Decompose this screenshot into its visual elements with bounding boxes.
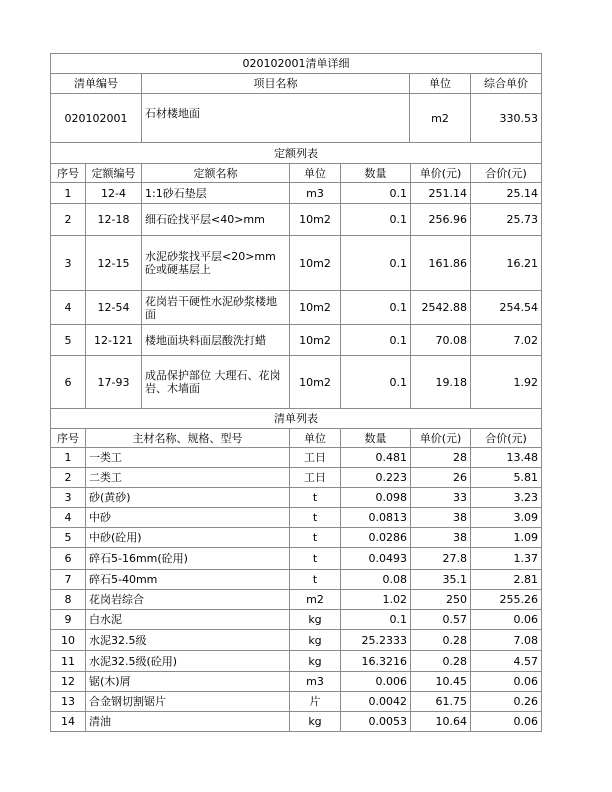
quota-qty: 0.1 — [341, 183, 411, 204]
material-unit: 片 — [290, 692, 341, 712]
material-price: 0.57 — [411, 610, 471, 630]
quota-qty: 0.1 — [341, 236, 411, 291]
quota-name: 楼地面块料面层酸洗打蜡 — [142, 325, 290, 356]
material-qty: 1.02 — [341, 590, 411, 610]
material-qty: 0.481 — [341, 448, 411, 468]
quota-total: 25.14 — [471, 183, 542, 204]
material-unit: kg — [290, 651, 341, 672]
detail-table — [50, 142, 542, 732]
material-row — [51, 672, 542, 692]
material-qty: 0.0053 — [341, 712, 411, 732]
material-price: 38 — [411, 508, 471, 528]
material-row — [51, 528, 542, 548]
quota-qty: 0.1 — [341, 325, 411, 356]
quota-unit: 10m2 — [290, 291, 341, 325]
material-name: 锯(木)屑 — [86, 672, 290, 692]
quota-code: 12-15 — [86, 236, 142, 291]
quota-column-header: 单价(元) — [411, 164, 471, 183]
quota-name: 水泥砂浆找平层<20>mm 砼或硬基层上 — [142, 236, 290, 291]
material-qty: 0.1 — [341, 610, 411, 630]
material-price: 38 — [411, 528, 471, 548]
material-total: 1.37 — [471, 548, 542, 570]
material-no: 4 — [51, 508, 86, 528]
materials-header-row — [51, 429, 542, 448]
quota-section-row — [51, 143, 542, 164]
material-unit: 工日 — [290, 448, 341, 468]
material-price: 0.28 — [411, 630, 471, 651]
material-price: 35.1 — [411, 570, 471, 590]
quota-price: 251.14 — [411, 183, 471, 204]
material-no: 12 — [51, 672, 86, 692]
material-name: 一类工 — [86, 448, 290, 468]
material-price: 10.45 — [411, 672, 471, 692]
header-col-code: 清单编号 — [51, 74, 142, 94]
material-row — [51, 651, 542, 672]
quota-name: 成品保护部位 大理石、花岗岩、木墙面 — [142, 356, 290, 409]
material-name: 砂(黄砂) — [86, 488, 290, 508]
material-total: 5.81 — [471, 468, 542, 488]
material-qty: 16.3216 — [341, 651, 411, 672]
material-total: 13.48 — [471, 448, 542, 468]
material-unit: t — [290, 570, 341, 590]
material-name: 碎石5-40mm — [86, 570, 290, 590]
material-price: 28 — [411, 448, 471, 468]
material-unit: m3 — [290, 672, 341, 692]
materials-column-header: 单位 — [290, 429, 341, 448]
quota-section-title: 定额列表 — [51, 143, 542, 164]
quota-unit: 10m2 — [290, 204, 341, 236]
quota-name: 细石砼找平层<40>mm — [142, 204, 290, 236]
material-unit: kg — [290, 630, 341, 651]
material-total: 7.08 — [471, 630, 542, 651]
quota-column-header: 定额名称 — [142, 164, 290, 183]
material-name: 二类工 — [86, 468, 290, 488]
material-qty: 0.0493 — [341, 548, 411, 570]
quota-row — [51, 291, 542, 325]
quota-qty: 0.1 — [341, 204, 411, 236]
page-title: 020102001清单详细 — [51, 54, 542, 74]
quota-column-header: 单位 — [290, 164, 341, 183]
material-name: 中砂(砼用) — [86, 528, 290, 548]
material-price: 10.64 — [411, 712, 471, 732]
material-name: 水泥32.5级 — [86, 630, 290, 651]
quota-no: 5 — [51, 325, 86, 356]
quota-name: 花岗岩干硬性水泥砂浆楼地面 — [142, 291, 290, 325]
material-no: 14 — [51, 712, 86, 732]
quota-code: 12-54 — [86, 291, 142, 325]
quota-code: 12-121 — [86, 325, 142, 356]
material-qty: 0.08 — [341, 570, 411, 590]
material-unit: t — [290, 548, 341, 570]
quota-column-header: 定额编号 — [86, 164, 142, 183]
materials-column-header: 主材名称、规格、型号 — [86, 429, 290, 448]
material-total: 255.26 — [471, 590, 542, 610]
materials-column-header: 数量 — [341, 429, 411, 448]
material-row — [51, 570, 542, 590]
quota-total: 7.02 — [471, 325, 542, 356]
material-unit: t — [290, 528, 341, 548]
material-row — [51, 610, 542, 630]
quota-column-header: 序号 — [51, 164, 86, 183]
material-no: 10 — [51, 630, 86, 651]
material-no: 8 — [51, 590, 86, 610]
material-no: 1 — [51, 448, 86, 468]
quota-header-row — [51, 164, 542, 183]
material-price: 0.28 — [411, 651, 471, 672]
quota-total: 16.21 — [471, 236, 542, 291]
quota-price: 2542.88 — [411, 291, 471, 325]
bill-name: 石材楼地面 — [142, 94, 410, 143]
material-total: 3.23 — [471, 488, 542, 508]
material-name: 白水泥 — [86, 610, 290, 630]
material-total: 4.57 — [471, 651, 542, 672]
quota-price: 256.96 — [411, 204, 471, 236]
quota-total: 1.92 — [471, 356, 542, 409]
quota-row — [51, 325, 542, 356]
material-no: 2 — [51, 468, 86, 488]
header-col-price: 综合单价 — [471, 74, 542, 94]
material-unit: m2 — [290, 590, 341, 610]
material-unit: t — [290, 508, 341, 528]
quota-no: 4 — [51, 291, 86, 325]
materials-column-header: 合价(元) — [471, 429, 542, 448]
quota-total: 254.54 — [471, 291, 542, 325]
material-price: 27.8 — [411, 548, 471, 570]
material-no: 7 — [51, 570, 86, 590]
quota-no: 2 — [51, 204, 86, 236]
quota-price: 70.08 — [411, 325, 471, 356]
material-total: 0.06 — [471, 712, 542, 732]
material-row — [51, 488, 542, 508]
material-row — [51, 448, 542, 468]
material-total: 2.81 — [471, 570, 542, 590]
material-no: 3 — [51, 488, 86, 508]
material-qty: 0.0042 — [341, 692, 411, 712]
quota-row — [51, 183, 542, 204]
material-row — [51, 468, 542, 488]
materials-section-row — [51, 409, 542, 429]
material-no: 9 — [51, 610, 86, 630]
material-no: 11 — [51, 651, 86, 672]
material-row — [51, 548, 542, 570]
material-name: 中砂 — [86, 508, 290, 528]
material-unit: kg — [290, 712, 341, 732]
quota-price: 19.18 — [411, 356, 471, 409]
material-price: 33 — [411, 488, 471, 508]
quota-unit: m3 — [290, 183, 341, 204]
material-price: 61.75 — [411, 692, 471, 712]
quota-no: 6 — [51, 356, 86, 409]
quota-code: 12-4 — [86, 183, 142, 204]
quota-row — [51, 356, 542, 409]
materials-column-header: 序号 — [51, 429, 86, 448]
quota-qty: 0.1 — [341, 291, 411, 325]
quota-total: 25.73 — [471, 204, 542, 236]
material-name: 清油 — [86, 712, 290, 732]
quota-unit: 10m2 — [290, 236, 341, 291]
material-qty: 0.0813 — [341, 508, 411, 528]
material-no: 6 — [51, 548, 86, 570]
quota-code: 17-93 — [86, 356, 142, 409]
material-qty: 0.0286 — [341, 528, 411, 548]
materials-section-title: 清单列表 — [51, 409, 542, 429]
material-unit: t — [290, 488, 341, 508]
quota-unit: 10m2 — [290, 356, 341, 409]
material-no: 5 — [51, 528, 86, 548]
material-qty: 25.2333 — [341, 630, 411, 651]
material-no: 13 — [51, 692, 86, 712]
material-name: 碎石5-16mm(砼用) — [86, 548, 290, 570]
bill-unit: m2 — [410, 94, 471, 143]
material-total: 0.06 — [471, 610, 542, 630]
quota-price: 161.86 — [411, 236, 471, 291]
material-total: 0.06 — [471, 672, 542, 692]
quota-column-header: 数量 — [341, 164, 411, 183]
bill-code: 020102001 — [51, 94, 142, 143]
quota-row — [51, 204, 542, 236]
material-qty: 0.223 — [341, 468, 411, 488]
quota-row — [51, 236, 542, 291]
material-unit: kg — [290, 610, 341, 630]
material-name: 花岗岩综合 — [86, 590, 290, 610]
header-col-name: 项目名称 — [142, 74, 410, 94]
material-price: 26 — [411, 468, 471, 488]
material-row — [51, 508, 542, 528]
material-total: 0.26 — [471, 692, 542, 712]
quota-qty: 0.1 — [341, 356, 411, 409]
quota-no: 3 — [51, 236, 86, 291]
quota-name: 1:1砂石垫层 — [142, 183, 290, 204]
material-name: 合金钢切割锯片 — [86, 692, 290, 712]
material-total: 1.09 — [471, 528, 542, 548]
header-col-unit: 单位 — [410, 74, 471, 94]
quota-unit: 10m2 — [290, 325, 341, 356]
material-name: 水泥32.5级(砼用) — [86, 651, 290, 672]
quota-code: 12-18 — [86, 204, 142, 236]
material-row — [51, 630, 542, 651]
materials-column-header: 单价(元) — [411, 429, 471, 448]
quota-no: 1 — [51, 183, 86, 204]
quota-column-header: 合价(元) — [471, 164, 542, 183]
material-qty: 0.006 — [341, 672, 411, 692]
material-row — [51, 590, 542, 610]
material-unit: 工日 — [290, 468, 341, 488]
material-total: 3.09 — [471, 508, 542, 528]
material-row — [51, 692, 542, 712]
bill-price: 330.53 — [471, 94, 542, 143]
material-price: 250 — [411, 590, 471, 610]
bill-header-table — [50, 53, 542, 143]
material-qty: 0.098 — [341, 488, 411, 508]
material-row — [51, 712, 542, 732]
